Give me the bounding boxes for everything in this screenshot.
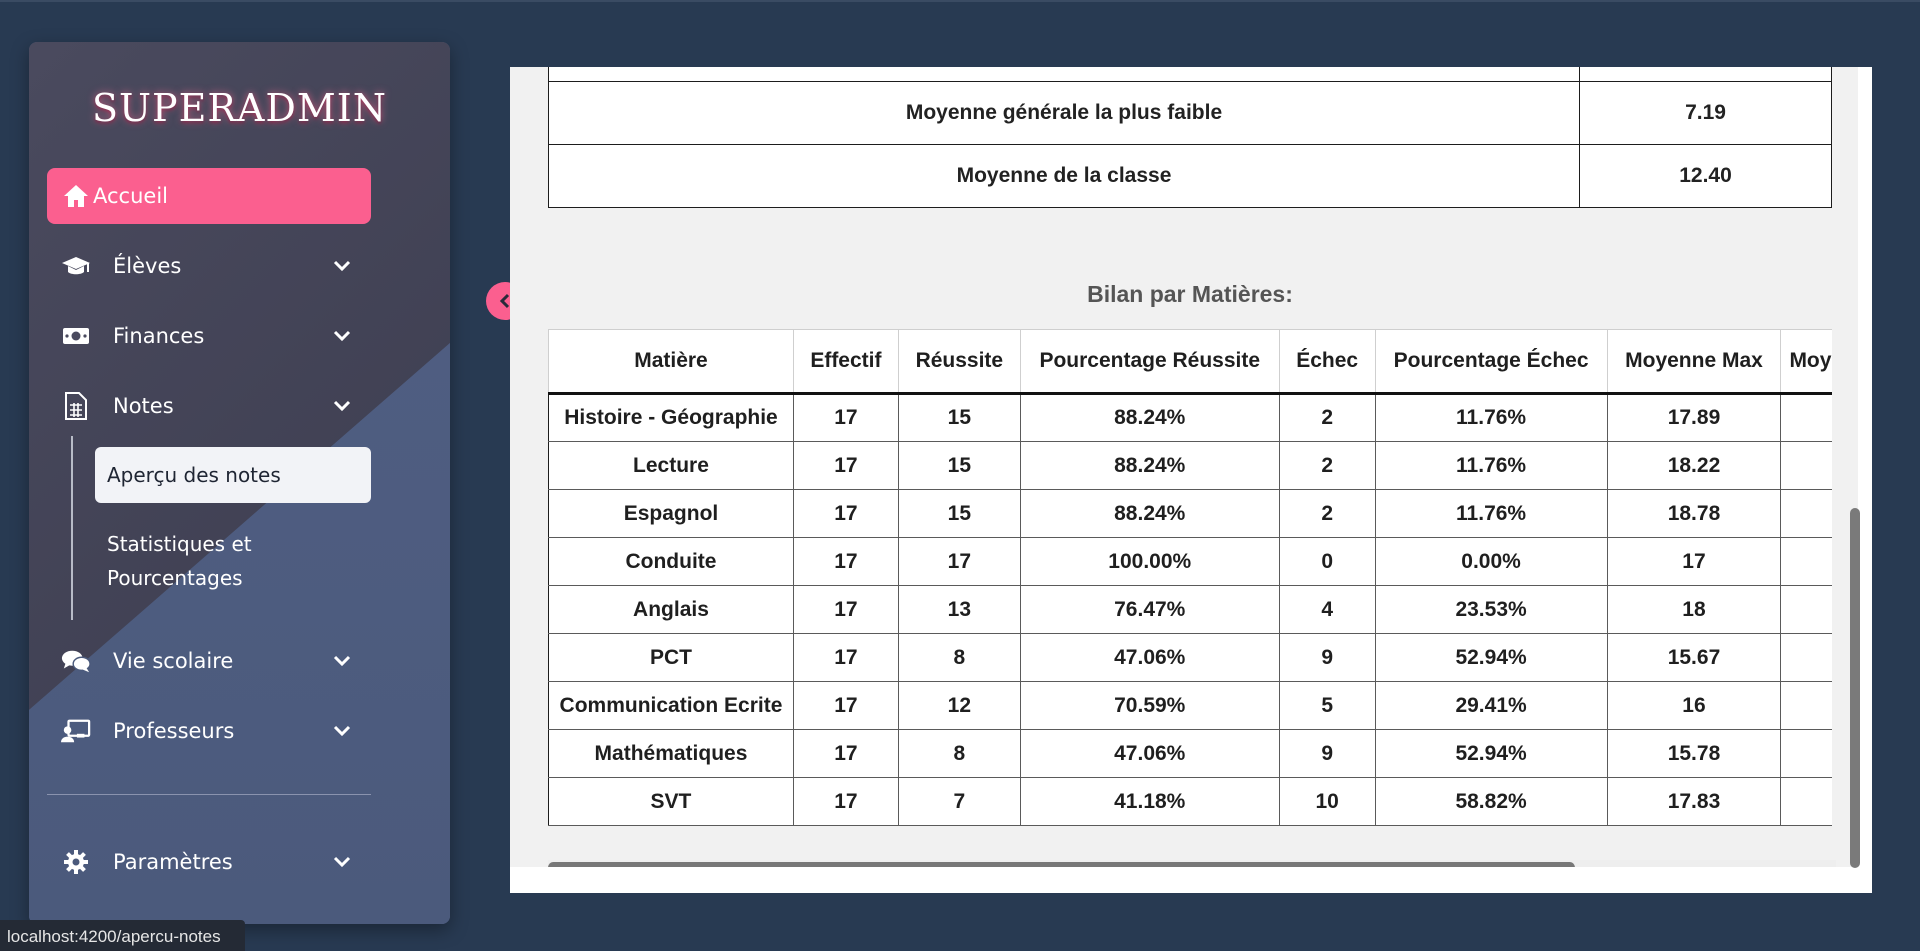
table-cell: 10 bbox=[1279, 778, 1375, 826]
table-cell: PCT bbox=[549, 634, 794, 682]
table-cell-clipped bbox=[1781, 394, 1832, 442]
sidebar-item-parametres[interactable] bbox=[47, 834, 371, 890]
sidebar-item-label: Notes bbox=[113, 394, 174, 418]
sidebar-item-label: Accueil bbox=[93, 184, 168, 208]
table-cell: 11.76% bbox=[1375, 442, 1607, 490]
table-cell: 2 bbox=[1279, 394, 1375, 442]
table-cell: 17 bbox=[793, 634, 898, 682]
table-row bbox=[549, 394, 1833, 442]
table-cell-clipped bbox=[1781, 730, 1832, 778]
table-cell: 52.94% bbox=[1375, 634, 1607, 682]
sidebar-item-eleves[interactable] bbox=[47, 238, 371, 294]
graduation-cap-icon bbox=[61, 251, 91, 281]
table-cell: 17 bbox=[793, 778, 898, 826]
table-cell: 8 bbox=[898, 730, 1020, 778]
sidebar-item-label: Finances bbox=[113, 324, 205, 348]
money-icon bbox=[61, 321, 91, 351]
table-cell: 2 bbox=[1279, 442, 1375, 490]
status-url: localhost:4200/apercu-notes bbox=[0, 920, 245, 951]
gear-icon bbox=[61, 847, 91, 877]
chevron-down-icon bbox=[331, 720, 353, 742]
table-cell: 8 bbox=[898, 634, 1020, 682]
table-cell-clipped bbox=[1781, 682, 1832, 730]
table-cell: 23.53% bbox=[1375, 586, 1607, 634]
table-cell-clipped bbox=[1781, 490, 1832, 538]
teacher-board-icon bbox=[61, 716, 91, 746]
sidebar-item-finances[interactable] bbox=[47, 308, 371, 364]
table-cell: 15 bbox=[898, 442, 1020, 490]
table-cell: 17 bbox=[793, 394, 898, 442]
table-cell: 52.94% bbox=[1375, 730, 1607, 778]
chevron-down-icon bbox=[331, 325, 353, 347]
table-cell: 4 bbox=[1279, 586, 1375, 634]
table-cell bbox=[549, 67, 1580, 81]
table-cell: 100.00% bbox=[1020, 538, 1279, 586]
table-row bbox=[549, 634, 1833, 682]
column-header: Matière bbox=[549, 330, 794, 394]
table-cell: Lecture bbox=[549, 442, 794, 490]
submenu-item-statistiques[interactable] bbox=[95, 527, 371, 595]
column-header: Effectif bbox=[793, 330, 898, 394]
table-cell: 11.76% bbox=[1375, 394, 1607, 442]
table-row bbox=[549, 442, 1833, 490]
table-cell: 18.78 bbox=[1607, 490, 1781, 538]
table-cell-clipped bbox=[1781, 442, 1832, 490]
table-cell: 15.67 bbox=[1607, 634, 1781, 682]
submenu-line bbox=[71, 436, 73, 620]
table-cell: 58.82% bbox=[1375, 778, 1607, 826]
summary-label: Moyenne de la classe bbox=[549, 144, 1580, 207]
table-cell: 70.59% bbox=[1020, 682, 1279, 730]
sidebar-item-professeurs[interactable] bbox=[47, 703, 371, 759]
column-header: Échec bbox=[1279, 330, 1375, 394]
table-cell: Mathématiques bbox=[549, 730, 794, 778]
table-cell: 18 bbox=[1607, 586, 1781, 634]
sidebar-divider bbox=[47, 794, 371, 795]
sidebar-item-accueil[interactable] bbox=[47, 168, 371, 224]
submenu-label-line1: Statistiques et bbox=[107, 532, 252, 556]
table-body bbox=[549, 394, 1833, 826]
table-cell: 88.24% bbox=[1020, 394, 1279, 442]
table-row bbox=[549, 730, 1833, 778]
table-cell: 9 bbox=[1279, 730, 1375, 778]
table-cell-clipped bbox=[1781, 538, 1832, 586]
summary-table bbox=[548, 67, 1832, 208]
table-cell: 17 bbox=[793, 442, 898, 490]
summary-label: Moyenne générale la plus faible bbox=[549, 81, 1580, 144]
table-cell: 7 bbox=[898, 778, 1020, 826]
table-cell: Conduite bbox=[549, 538, 794, 586]
main-panel bbox=[510, 67, 1872, 893]
chevron-down-icon bbox=[331, 851, 353, 873]
subjects-table bbox=[548, 329, 1832, 826]
sidebar-item-label: Élèves bbox=[113, 254, 182, 278]
table-cell: Communication Ecrite bbox=[549, 682, 794, 730]
table-cell: 0 bbox=[1279, 538, 1375, 586]
table-cell: 15.78 bbox=[1607, 730, 1781, 778]
column-header: Moy bbox=[1781, 330, 1832, 394]
table-cell: SVT bbox=[549, 778, 794, 826]
table-cell: 18.22 bbox=[1607, 442, 1781, 490]
table-cell: 47.06% bbox=[1020, 730, 1279, 778]
section-title: Bilan par Matières: bbox=[1087, 281, 1293, 307]
chevron-down-icon bbox=[331, 650, 353, 672]
table-cell: 17 bbox=[793, 730, 898, 778]
table-cell: 17.83 bbox=[1607, 778, 1781, 826]
sidebar-item-notes[interactable] bbox=[47, 378, 371, 434]
table-row bbox=[549, 81, 1832, 144]
table-cell: 17 bbox=[1607, 538, 1781, 586]
sidebar-item-vie-scolaire[interactable] bbox=[47, 633, 371, 689]
table-cell: 13 bbox=[898, 586, 1020, 634]
table-row bbox=[549, 538, 1833, 586]
table-cell: 41.18% bbox=[1020, 778, 1279, 826]
table-cell: 17.89 bbox=[1607, 394, 1781, 442]
subjects-table-scroll[interactable] bbox=[548, 329, 1832, 827]
table-cell: 15 bbox=[898, 490, 1020, 538]
column-header: Pourcentage Réussite bbox=[1020, 330, 1279, 394]
sidebar bbox=[29, 42, 450, 924]
summary-value: 12.40 bbox=[1580, 144, 1832, 207]
table-cell: 29.41% bbox=[1375, 682, 1607, 730]
brand-title: SUPERADMIN bbox=[91, 86, 388, 130]
table-cell-clipped bbox=[1781, 778, 1832, 826]
table-cell: Espagnol bbox=[549, 490, 794, 538]
table-row bbox=[549, 144, 1832, 207]
submenu-label-line2: Pourcentages bbox=[107, 566, 243, 590]
sidebar-item-label: Vie scolaire bbox=[113, 649, 234, 673]
table-cell: 5 bbox=[1279, 682, 1375, 730]
table-cell: 17 bbox=[793, 490, 898, 538]
table-header-row bbox=[549, 330, 1833, 394]
chevron-down-icon bbox=[331, 395, 353, 417]
summary-value: 7.19 bbox=[1580, 81, 1832, 144]
spreadsheet-icon bbox=[61, 391, 91, 421]
horizontal-scrollbar-thumb[interactable] bbox=[548, 862, 1575, 867]
column-header: Moyenne Max bbox=[1607, 330, 1781, 394]
table-row bbox=[549, 490, 1833, 538]
table-cell: 16 bbox=[1607, 682, 1781, 730]
sidebar-item-label: Paramètres bbox=[113, 850, 233, 874]
column-header: Réussite bbox=[898, 330, 1020, 394]
table-cell: 15 bbox=[898, 394, 1020, 442]
sidebar-item-label: Professeurs bbox=[113, 719, 235, 743]
table-row bbox=[549, 586, 1833, 634]
table-cell: Histoire - Géographie bbox=[549, 394, 794, 442]
table-cell: 12 bbox=[898, 682, 1020, 730]
table-cell: 47.06% bbox=[1020, 634, 1279, 682]
table-cell: 76.47% bbox=[1020, 586, 1279, 634]
chevron-down-icon bbox=[331, 255, 353, 277]
home-icon bbox=[61, 181, 91, 211]
table-cell-clipped bbox=[1781, 634, 1832, 682]
table-cell: 9 bbox=[1279, 634, 1375, 682]
table-row bbox=[549, 67, 1832, 81]
table-cell: 2 bbox=[1279, 490, 1375, 538]
scroll-content bbox=[510, 67, 1856, 867]
table-cell: 17 bbox=[793, 682, 898, 730]
table-cell: 0.00% bbox=[1375, 538, 1607, 586]
submenu-label: Aperçu des notes bbox=[107, 463, 281, 487]
table-cell-clipped bbox=[1781, 586, 1832, 634]
column-header: Pourcentage Échec bbox=[1375, 330, 1607, 394]
table-cell: 17 bbox=[793, 538, 898, 586]
table-row bbox=[549, 682, 1833, 730]
submenu-item-apercu-notes[interactable] bbox=[95, 447, 371, 503]
table-row bbox=[549, 778, 1833, 826]
table-cell: 11.76% bbox=[1375, 490, 1607, 538]
table-cell: 17 bbox=[898, 538, 1020, 586]
table-cell: 88.24% bbox=[1020, 490, 1279, 538]
table-cell: 17 bbox=[793, 586, 898, 634]
chat-bubbles-icon bbox=[61, 646, 91, 676]
table-cell: Anglais bbox=[549, 586, 794, 634]
vertical-scrollbar-thumb[interactable] bbox=[1850, 508, 1860, 868]
table-cell: 88.24% bbox=[1020, 442, 1279, 490]
table-cell bbox=[1580, 67, 1832, 81]
